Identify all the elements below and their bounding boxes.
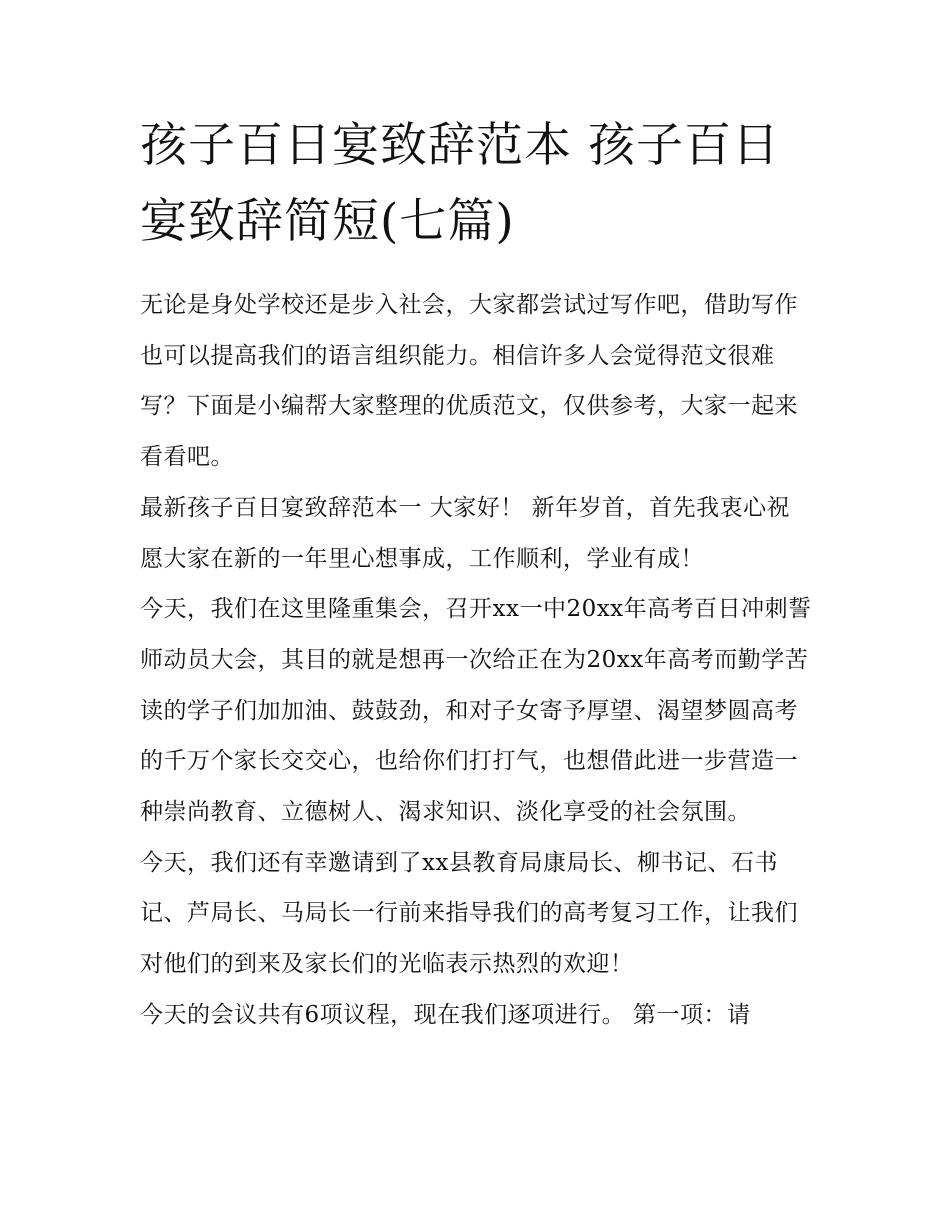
assembly-paragraph: 今天，我们在这里隆重集会，召开xx一中20xx年高考百日冲刺誓师动员大会，其目的就是想再一次给正在为20xx年高考而勤学苦读的学子们加加油、鼓鼓劲，和对子女寄予厚望、渴望梦圆高考的千万个家长交交心，也给你们打打气，也想借此进一步营造一种崇尚教育、立德树人、渴求知识、淡化享受的社会氛围。	[140, 596, 812, 826]
intro-paragraph: 无论是身处学校还是步入社会，大家都尝试过写作吧，借助写作也可以提高我们的语言组织能力。相信许多人会觉得范文很难写？下面是小编帮大家整理的优质范文，仅供参考，大家一起来看看吧。	[140, 292, 798, 471]
document-page	[140, 108, 812, 1041]
greeting-paragraph: 最新孩子百日宴致辞范本一 大家好！ 新年岁首，首先我衷心祝愿大家在新的一年里心想事成，工作顺利，学业有成！	[140, 494, 791, 572]
agenda-paragraph: 今天的会议共有6项议程，现在我们逐项进行。 第一项：请	[140, 1001, 751, 1028]
guests-paragraph: 今天，我们还有幸邀请到了xx县教育局康局长、柳书记、石书记、芦局长、马局长一行前来指导我们的高考复习工作，让我们对他们的到来及家长们的光临表示热烈的欢迎！	[140, 849, 798, 978]
document-title: 孩子百日宴致辞范本 孩子百日宴致辞简短(七篇)	[140, 118, 780, 249]
